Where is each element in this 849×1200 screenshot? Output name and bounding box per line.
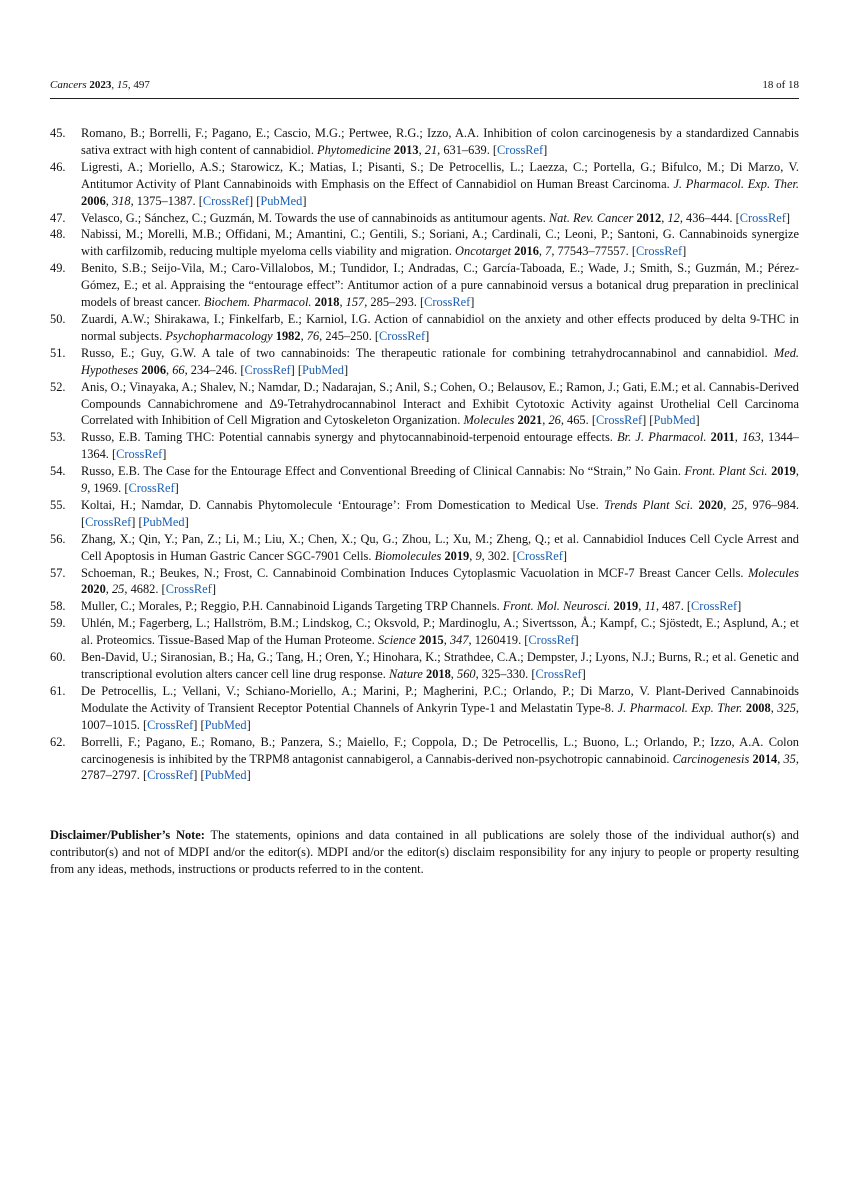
reference-text: , 77543–77557. [ [551, 244, 636, 259]
reference-text: Zhang, X.; Qin, Y.; Pan, Z.; Li, M.; Liu, X.; Chen, X.; Qu, G.; Zhou, L.; Xu, M.; Zheng, Q.; et al. Cannabidiol Induces Cell Cycle Arrest and Cell Apoptosis in Human Gastric Cancer SGC-7901 Cells. [81, 531, 799, 563]
reference-item [50, 311, 799, 345]
reference-text: , [542, 413, 549, 428]
reference-number: 57. [50, 565, 66, 580]
reference-text: , 302. [ [481, 548, 517, 563]
reference-text: Nabissi, M.; Morelli, M.B.; Offidani, M.; Amantini, C.; Gentili, S.; Soriani, A.; Cardinali, C.; Leoni, P.; Santoni, G. Cannabinoids synergize with carfilzomib, reducing multiple myeloma cells viability and migration. [81, 227, 799, 259]
reference-number: 60. [50, 650, 66, 665]
reference-text: ] [162, 447, 167, 462]
reference-text: , 285–293. [ [364, 295, 425, 310]
reference-text: ] [543, 142, 548, 157]
reference-text: ] [174, 481, 179, 496]
header-rule [50, 98, 799, 99]
reference-journal-or-volume: 163 [742, 430, 761, 445]
crossref-link[interactable]: CrossRef [147, 717, 194, 732]
reference-journal-or-volume: J. Pharmacol. Exp. Ther. [617, 700, 743, 715]
crossref-link[interactable]: CrossRef [116, 447, 163, 462]
reference-list [50, 125, 799, 784]
reference-text: ] [737, 599, 742, 614]
reference-journal-or-volume: J. Pharmacol. Exp. Ther. [673, 176, 799, 191]
reference-text: ] [581, 667, 586, 681]
reference-number: 45. [50, 126, 66, 140]
pubmed-link[interactable]: PubMed [204, 768, 247, 783]
reference-text: ] [695, 413, 700, 428]
reference-item [50, 463, 799, 497]
reference-text: , [734, 430, 743, 445]
reference-item [50, 497, 799, 531]
reference-text: , 1375–1387. [ [130, 193, 203, 208]
reference-year: 2018 [314, 295, 340, 310]
reference-journal-or-volume: 66 [172, 362, 185, 377]
reference-text: Zuardi, A.W.; Shirakawa, I.; Finkelfarb, E.; Karniol, I.G. Action of cannabidiol on the anxiety and other effects produced by delta 9-THC in normal subjects. [81, 311, 799, 343]
reference-item [50, 598, 799, 615]
crossref-link[interactable]: CrossRef [516, 548, 563, 563]
reference-item [50, 159, 799, 210]
reference-year: 2019 [444, 548, 470, 563]
reference-year: 2020 [698, 497, 724, 512]
pubmed-link[interactable]: PubMed [260, 193, 303, 208]
reference-text: , 487. [ [655, 599, 692, 614]
reference-text: , [538, 244, 546, 259]
crossref-link[interactable]: CrossRef [497, 142, 544, 157]
reference-number: 49. [50, 261, 66, 276]
reference-text: , 1260419. [ [468, 633, 529, 648]
reference-text: , [795, 464, 799, 479]
crossref-link[interactable]: CrossRef [595, 413, 643, 428]
reference-text: ] [ [193, 768, 205, 783]
reference-journal-or-volume: Molecules [463, 413, 515, 428]
reference-journal-or-volume: Science [378, 633, 416, 648]
reference-text: ] [682, 244, 687, 259]
reference-journal-or-volume: 76 [306, 328, 320, 343]
reference-text: Russo, E.B. Taming THC: Potential cannabis synergy and phytocannabinoid-terpenoid entourage effects. [81, 430, 618, 445]
reference-number: 54. [50, 464, 66, 479]
reference-journal-or-volume: 9 [81, 481, 88, 496]
reference-text: , [450, 667, 457, 681]
reference-journal-or-volume: Carcinogenesis [672, 751, 750, 766]
reference-text: , [300, 328, 307, 343]
reference-text: Muller, C.; Morales, P.; Reggio, P.H. Cannabinoid Ligands Targeting TRP Channels. [81, 599, 503, 614]
reference-text: , 1344–1364. [ [81, 430, 799, 462]
reference-item [50, 615, 799, 649]
reference-text: Russo, E.; Guy, G.W. A tale of two cannabinoids: The therapeutic rationale for combining tetrahydrocannabinol and cannabidiol. [81, 345, 774, 360]
reference-item [50, 379, 799, 430]
reference-number: 52. [50, 379, 66, 394]
crossref-link[interactable]: CrossRef [147, 768, 194, 783]
reference-item [50, 260, 799, 311]
reference-text: De Petrocellis, L.; Vellani, V.; Schiano-Moriello, A.; Marini, P.; Magherini, P.C.; Orlando, P.; Di Marzo, V. Plant-Derived Cannabinoids Modulate the Activity of Transient Receptor Potential Channels of Ankyrin Type-1 and Melastatin Type-8. [81, 683, 799, 715]
reference-year: 1982 [275, 328, 301, 343]
pubmed-link[interactable]: PubMed [301, 362, 344, 377]
reference-text: ] [ [642, 413, 654, 428]
pubmed-link[interactable]: PubMed [142, 514, 185, 529]
reference-year: 2006 [141, 362, 167, 377]
reference-journal-or-volume: Biochem. Pharmacol. [203, 295, 312, 310]
reference-text: , [661, 210, 668, 225]
reference-text: Koltai, H.; Namdar, D. Cannabis Phytomolecule ‘Entourage’: From Domestication to Medical Use. [81, 497, 605, 512]
reference-text: , [770, 700, 778, 715]
reference-journal-or-volume: 318 [111, 193, 131, 208]
reference-journal-or-volume: 21 [424, 142, 438, 157]
reference-text: , [469, 548, 476, 563]
reference-text: ] [ [193, 717, 205, 732]
reference-text: Ben-David, U.; Siranosian, B.; Ha, G.; Tang, H.; Oren, Y.; Hinohara, K.; Strathdee, C.A.; Dempster, J.; Lyons, N.J.; Burns, R.; et al. Genetic and transcriptional evolution alters cancer cell line drug response. [81, 650, 799, 681]
reference-year: 2015 [418, 633, 444, 648]
reference-item [50, 683, 799, 734]
reference-year: 2019 [613, 599, 639, 614]
reference-text: , 436–444. [ [679, 210, 740, 225]
reference-number: 59. [50, 616, 66, 631]
reference-year: 2011 [710, 430, 735, 445]
reference-journal-or-volume: 25 [111, 582, 125, 597]
pubmed-link[interactable]: PubMed [204, 717, 247, 732]
reference-item [50, 226, 799, 260]
reference-year: 2006 [81, 193, 106, 208]
reference-number: 51. [50, 345, 66, 360]
reference-text: ] [425, 328, 430, 343]
crossref-link[interactable]: CrossRef [202, 193, 249, 208]
reference-text: , 631–639. [ [437, 142, 498, 157]
reference-number: 47. [50, 210, 66, 225]
reference-number: 53. [50, 430, 66, 445]
reference-journal-or-volume: Br. J. Pharmacol. [617, 430, 707, 445]
reference-item [50, 531, 799, 565]
reference-journal-or-volume: 11 [644, 599, 656, 614]
reference-number: 61. [50, 683, 66, 698]
citation-volume: 15 [116, 79, 128, 91]
reference-journal-or-volume: 12 [667, 210, 680, 225]
reference-journal-or-volume: 26 [548, 413, 561, 428]
reference-text: ] [184, 514, 189, 529]
reference-text: , 4682. [ [124, 582, 166, 597]
reference-journal-or-volume: Oncotarget [455, 244, 512, 259]
reference-number: 55. [50, 497, 66, 512]
reference-text: , [777, 751, 784, 766]
reference-year: 2008 [745, 700, 771, 715]
reference-journal-or-volume: Biomolecules [374, 548, 442, 563]
reference-year: 2019 [771, 464, 796, 479]
reference-year: 2014 [752, 751, 778, 766]
reference-journal-or-volume: Nat. Rev. Cancer [548, 210, 634, 225]
reference-year: 2016 [514, 244, 539, 259]
crossref-link[interactable]: CrossRef [739, 210, 786, 225]
reference-journal-or-volume: Front. Plant Sci. [684, 464, 768, 479]
reference-text: , [166, 362, 173, 377]
reference-journal-or-volume: Med. Hypotheses [81, 345, 799, 377]
reference-text: , 976–984. [ [81, 497, 800, 529]
reference-text: ] [246, 768, 251, 783]
reference-journal-or-volume: Front. Mol. Neurosci. [502, 599, 611, 614]
reference-journal-or-volume: Molecules [748, 565, 799, 580]
reference-year: 2020 [81, 582, 106, 597]
reference-journal-or-volume: 157 [345, 295, 365, 310]
page-number: 18 of 18 [762, 79, 799, 91]
reference-journal-or-volume: Nature [388, 667, 423, 681]
reference-item [50, 210, 799, 227]
reference-item [50, 429, 799, 463]
reference-text: ] [574, 633, 579, 648]
reference-text: ] [302, 193, 307, 208]
reference-text: ] [ [131, 514, 143, 529]
reference-journal-or-volume: 35 [783, 751, 796, 766]
reference-text: , 325–330. [ [475, 667, 536, 681]
reference-number: 48. [50, 227, 66, 242]
reference-text: ] [246, 717, 251, 732]
reference-journal-or-volume: Trends Plant Sci. [604, 497, 694, 512]
reference-number: 56. [50, 531, 66, 546]
reference-journal-or-volume: 9 [475, 548, 482, 563]
reference-text: , [105, 193, 112, 208]
reference-journal-or-volume: 7 [545, 244, 552, 259]
reference-text: ] [470, 295, 475, 310]
crossref-link[interactable]: CrossRef [535, 667, 582, 681]
reference-item [50, 734, 799, 785]
reference-text: , [723, 497, 732, 512]
reference-text: , 2787–2797. [ [81, 751, 799, 783]
crossref-link[interactable]: CrossRef [244, 362, 291, 377]
reference-text: ] [ [290, 362, 302, 377]
pubmed-link[interactable]: PubMed [653, 413, 696, 428]
reference-year: 2018 [426, 667, 451, 681]
reference-text: , 234–246. [ [184, 362, 245, 377]
reference-text: Velasco, G.; Sánchez, C.; Guzmán, M. Towards the use of cannabinoids as antitumour agents. [81, 210, 549, 225]
reference-number: 46. [50, 159, 66, 174]
reference-text: , [105, 582, 112, 597]
reference-text: Benito, S.B.; Seijo-Vila, M.; Caro-Villalobos, M.; Tundidor, I.; Andradas, C.; García-Taboada, E.; Wade, J.; Smith, S.; Guzmán, M.; Pérez-Gómez, E.; et al. Appraising the “entourage effect”: Antitumor action of a pure cannabinoid versus a botanical drug preparation in preclinical models of breast cancer. [81, 261, 799, 310]
reference-text: , [638, 599, 645, 614]
reference-text: , 1007–1015. [ [81, 700, 799, 732]
reference-year: 2013 [393, 142, 419, 157]
reference-item [50, 649, 799, 683]
reference-journal-or-volume: 560 [457, 667, 476, 681]
reference-text: , 245–250. [ [319, 328, 380, 343]
reference-journal-or-volume: 325 [777, 700, 796, 715]
reference-journal-or-volume: Phytomedicine [317, 142, 391, 157]
reference-text: Uhlén, M.; Fagerberg, L.; Hallström, B.M.; Lindskog, C.; Oksvold, P.; Mardinoglu, A.; Sivertsson, Å.; Kampf, C.; Sjöstedt, E.; Asplund, A.; et al. Proteomics. Tissue-Based Map of the Human Proteome. [81, 616, 799, 648]
crossref-link[interactable]: CrossRef [528, 633, 575, 648]
reference-text: , [418, 142, 425, 157]
disclaimer-text: The statements, opinions and data contained in all publications are solely those of the individual author(s) and contributor(s) and not of MDPI and/or the editor(s). MDPI and/or the editor(s) disclaim responsibility for any injury to people or property resulting from any ideas, methods, instructions or products referred to in the content. [50, 828, 799, 876]
reference-text: ] [343, 362, 349, 377]
crossref-link[interactable]: CrossRef [128, 481, 175, 496]
reference-text: ] [562, 548, 568, 563]
reference-item [50, 345, 799, 379]
reference-journal-or-volume: 25 [731, 497, 745, 512]
reference-text: , 465. [ [560, 413, 596, 428]
reference-text: Borrelli, F.; Pagano, E.; Romano, B.; Panzera, S.; Maiello, F.; Coppola, D.; De Petrocellis, L.; Buono, L.; Orlando, P.; Izzo, A.A. Colon carcinogenesis is inhibited by the TRPM8 antagonist cannabigerol, a Cannabis-derived non-psychotropic cannabinoid. [81, 734, 799, 766]
reference-text: Schoeman, R.; Beukes, N.; Frost, C. Cannabinoid Combination Induces Cytoplasmic Vacuolation in MCF-7 Breast Cancer Cells. [81, 565, 749, 580]
reference-text: Russo, E.B. The Case for the Entourage Effect and Conventional Breeding of Clinical Cannabis: No “Strain,” No Gain. [81, 464, 685, 479]
reference-year: 2012 [636, 210, 662, 225]
reference-number: 50. [50, 311, 66, 326]
page-header [50, 79, 799, 91]
reference-journal-or-volume: Psychopharmacology [165, 328, 273, 343]
crossref-link[interactable]: CrossRef [85, 514, 132, 529]
crossref-link[interactable]: CrossRef [165, 582, 212, 597]
reference-text: Ligresti, A.; Moriello, A.S.; Starowicz, K.; Matias, I.; Pisanti, S.; De Petrocellis, L.; Laezza, C.; Portella, G.; Bifulco, M.; Di Marzo, V. Antitumor Activity of Plant Cannabinoids with Emphasis on the Effect of Cannabidiol on Human Breast Carcinoma. [81, 159, 799, 191]
journal-citation: Cancers 2023, 15, 497 [50, 79, 150, 91]
reference-journal-or-volume: 347 [449, 633, 469, 648]
crossref-link[interactable]: CrossRef [691, 599, 738, 614]
crossref-link[interactable]: CrossRef [424, 295, 471, 310]
reference-text: ] [ [248, 193, 261, 208]
reference-text: ] [785, 210, 790, 225]
reference-text: , 1969. [ [87, 481, 129, 496]
reference-text: , [443, 633, 450, 648]
reference-text: Anis, O.; Vinayaka, A.; Shalev, N.; Namdar, D.; Nadarajan, S.; Anil, S.; Cohen, O.; Belausov, E.; Ramon, J.; Gati, E.M.; et al. Cannabis-Derived Compounds Cannabichromene and Δ9-Tetrahydrocannabinol Interact and Exhibit Cytotoxic Activity against Urothelial Cell Carcinoma Correlated with Inhibition of Cell Migration and Cytoskeleton Organization. [81, 379, 799, 428]
citation-year: 2023 [89, 79, 112, 91]
reference-item [50, 565, 799, 599]
reference-year: 2021 [517, 413, 543, 428]
reference-text: Romano, B.; Borrelli, F.; Pagano, E.; Cascio, M.G.; Pertwee, R.G.; Izzo, A.A. Inhibition of colon carcinogenesis by a standardized Cannabis sativa extract with high content of cannabidiol. [81, 126, 799, 157]
reference-text: , [339, 295, 346, 310]
crossref-link[interactable]: CrossRef [379, 328, 426, 343]
reference-number: 58. [50, 599, 66, 614]
reference-text: ] [211, 582, 216, 597]
reference-number: 62. [50, 734, 66, 749]
disclaimer-label: Disclaimer/Publisher’s Note: [50, 828, 205, 842]
reference-item [50, 125, 799, 159]
disclaimer [50, 827, 799, 878]
crossref-link[interactable]: CrossRef [636, 244, 683, 259]
